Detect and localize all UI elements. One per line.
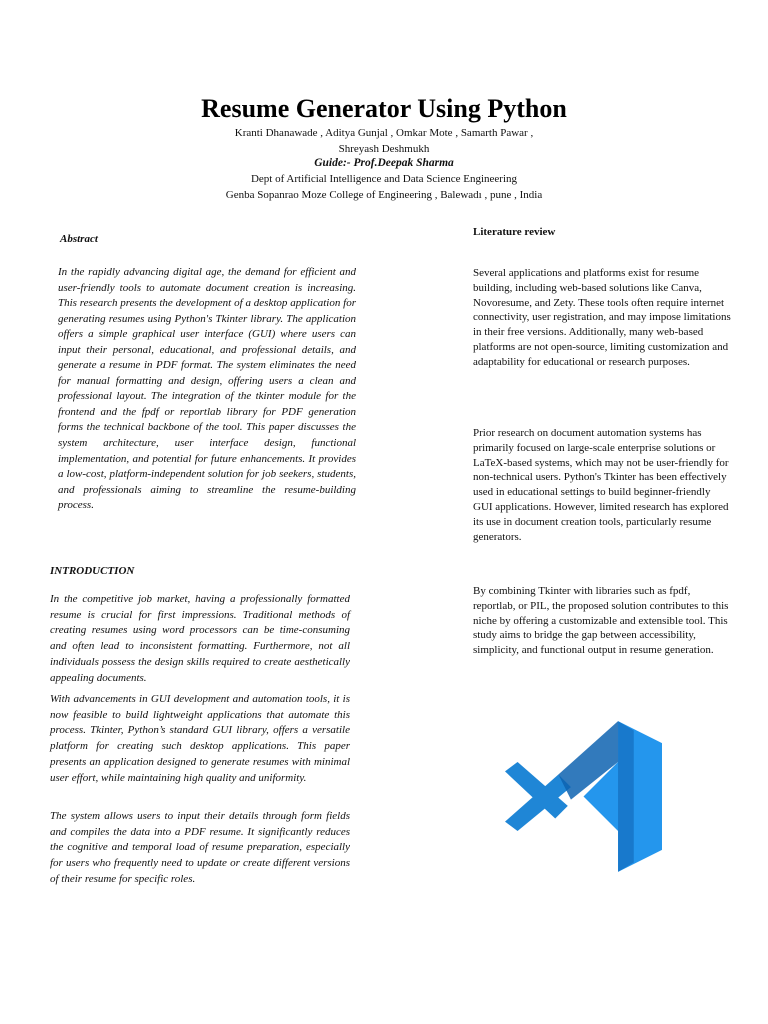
literature-review-heading: Literature review (473, 226, 556, 238)
department: Dept of Artificial Intelligence and Data Science Engineering (250, 173, 518, 185)
affiliation (0, 171, 768, 203)
author-list (0, 125, 768, 157)
college: Genba Sopanrao Moze College of Engineering , Balewadı , pune , India (225, 189, 543, 201)
literature-paragraph: Several applications and platforms exist for resume building, including web-based solutions like Canva, Novoresume, and Zety. These tools often require internet connectivity, user registration, and may impose limitations in their free versions. Additionally, many web-based platforms are not open-source, limiting customization and adaptability for educational or research purposes. (473, 267, 731, 368)
authors-line-2: Shreyash Deshmukh (338, 143, 430, 155)
literature-paragraph: By combining Tkinter with libraries such as fpdf, reportlab, or PIL, the proposed solution contributes to this niche by offering a customizable and extensible tool. This study aims to bridge the gap between accessibility, simplicity, and functional output in resume generation. (473, 585, 729, 657)
abstract-body: In the rapidly advancing digital age, the demand for efficient and user-friendly tools to automate document creation is increasing. This research presents the development of a desktop application for generating resumes using Python's Tkinter library. The application offers a simple graphical user interface (GUI) where users can input their personal, educational, and professional details, and generate a resume in PDF format. The system eliminates the need for manual formatting and design, offering users a clean and professional layout. The integration of the tkinter module for the frontend and the fpdf or reportlab library for PDF generation forms the technical backbone of the tool. This paper discusses the system architecture, user interface design, functional implementation, and potential for future enhancements. It provides a low-cost, platform-independent solution for job seekers, students, and professionals aiming to streamline the resume-building process. (58, 266, 356, 512)
introduction-paragraph: In the competitive job market, having a professionally formatted resume is crucial for first impressions. Traditional methods of creating resumes using word processors can be time-consuming and often lead to inconsistent formatting. Furthermore, not all individuals possess the design skills required to create aesthetically appealing documents. (50, 593, 350, 684)
logo-inner-shade (618, 721, 634, 872)
vscode-logo-icon (505, 718, 662, 875)
abstract-heading: Abstract (60, 233, 98, 245)
literature-paragraph: Prior research on document automation systems has primarily focused on large-scale enterprise solutions or LaTeX-based systems, which may not be user-friendly for non-technical users. Python's Tkinter has been effectively used in educational settings to build beginner-friendly GUI applications. However, limited research has explored its use in document creation tools, particularly resume generators. (473, 427, 729, 543)
introduction-paragraph: The system allows users to input their details through form fields and compiles the data into a PDF resume. It significantly reduces the cognitive and temporal load of resume preparation, especially for users who frequently need to update or create different versions of their resume for specific roles. (50, 810, 350, 885)
guide-line: Guide:- Prof.Deepak Sharma (314, 157, 454, 169)
introduction-heading: INTRODUCTION (50, 565, 135, 577)
introduction-paragraph: With advancements in GUI development and automation tools, it is now feasible to build lightweight applications that automate this process. Tkinter, Python’s standard GUI library, offers a versatile platform for creating such desktop applications. This paper presents an application designed to generate resumes with minimal user effort, while maintaining high quality and uniformity. (50, 693, 350, 784)
authors-line-1: Kranti Dhanawade , Aditya Gunjal , Omkar Mote , Samarth Pawar , (234, 127, 534, 139)
paper-title: Resume Generator Using Python (201, 94, 567, 123)
